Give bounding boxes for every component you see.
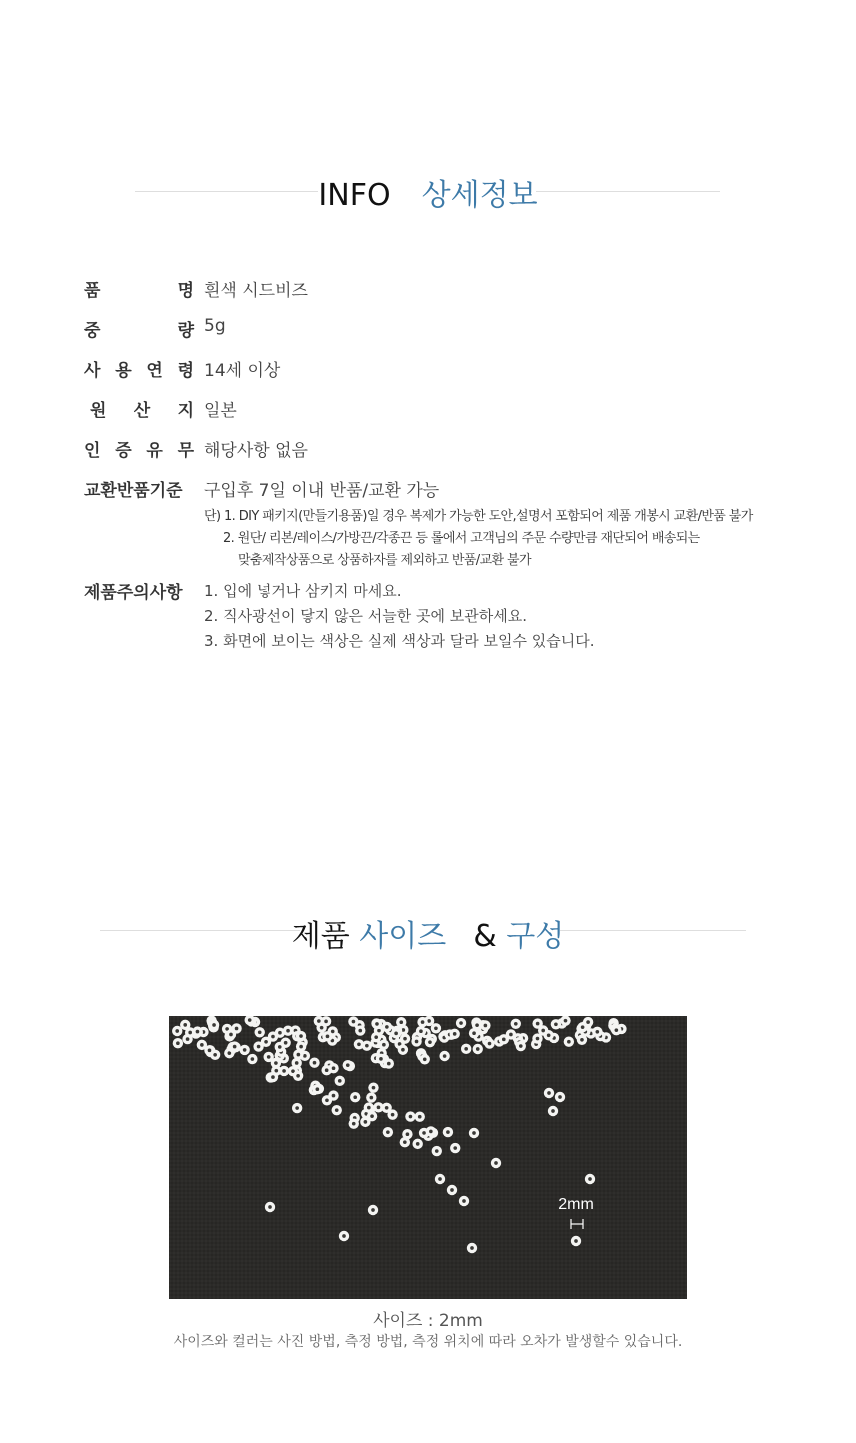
size-title-composition: 구성 xyxy=(506,919,565,954)
bead-hole xyxy=(558,1095,562,1099)
bead-hole xyxy=(374,1035,378,1039)
bead-hole xyxy=(586,1020,590,1024)
bead-hole xyxy=(488,1042,492,1046)
bead-hole xyxy=(386,1130,390,1134)
exchange-note-1: 단) 1. DIY 패키지(만들기용품)일 경우 복제가 가능한 도안,설명서 포함되어 제품 개봉시 교환/반품 불가 xyxy=(204,509,753,524)
bead-hole xyxy=(370,1114,374,1118)
bead-hole xyxy=(324,1020,328,1024)
bead-hole xyxy=(286,1029,290,1033)
bead-hole xyxy=(325,1098,329,1102)
bead-hole xyxy=(382,1043,386,1047)
bead-hole xyxy=(372,1086,376,1090)
bead-hole xyxy=(435,1149,439,1153)
bead-hole xyxy=(297,1053,301,1057)
bead-hole xyxy=(229,1033,233,1037)
bead-hole xyxy=(421,1020,425,1024)
exchange-note-3: 맞춤제작상품으로 상품하자를 제외하고 반품/교환 불가 xyxy=(238,553,531,568)
bead-hole xyxy=(443,1054,447,1058)
bead-hole xyxy=(472,1031,476,1035)
bead-hole xyxy=(213,1053,217,1057)
bead-hole xyxy=(299,1034,303,1038)
caution-item-1: 1. 입에 넣거나 삼키지 마세요. xyxy=(204,582,402,600)
bead-hole xyxy=(574,1239,578,1243)
size-section-title xyxy=(0,911,856,955)
bead-hole xyxy=(296,1074,300,1078)
bead-hole xyxy=(547,1091,551,1095)
bead-hole xyxy=(494,1161,498,1165)
bead-hole xyxy=(387,1062,391,1066)
bead-hole xyxy=(278,1045,282,1049)
bead-hole xyxy=(415,1040,419,1044)
bead-hole xyxy=(416,1142,420,1146)
label-caution: 제품주의사항 xyxy=(84,583,183,603)
bead-hole xyxy=(243,1048,247,1052)
bead-hole xyxy=(470,1246,474,1250)
label-exchange: 교환반품기준 xyxy=(84,481,183,501)
bead-hole xyxy=(284,1041,288,1045)
bead-hole xyxy=(316,1087,320,1091)
bead-hole xyxy=(331,1030,335,1034)
bead-hole xyxy=(551,1109,555,1113)
bead-hole xyxy=(567,1040,571,1044)
bead-hole xyxy=(581,1025,585,1029)
bead-hole xyxy=(409,1115,413,1119)
bead-hole xyxy=(271,1035,275,1039)
bead-hole xyxy=(536,1022,540,1026)
info-title-ko: 상세정보 xyxy=(421,178,538,213)
bead-hole xyxy=(235,1027,239,1031)
bead-hole xyxy=(588,1177,592,1181)
bead-hole xyxy=(462,1199,466,1203)
bead-hole xyxy=(422,1131,426,1135)
bead-hole xyxy=(377,1105,381,1109)
bead-hole xyxy=(419,1029,423,1033)
bead-hole xyxy=(434,1026,438,1030)
bead-hole xyxy=(385,1025,389,1029)
info-section-title xyxy=(0,170,856,214)
label-certification: 인 증 유 무 xyxy=(84,441,194,461)
bead-hole xyxy=(418,1115,422,1119)
label-product-name: 품 명 xyxy=(84,281,194,301)
bead-hole xyxy=(332,1094,336,1098)
bead-hole xyxy=(554,1022,558,1026)
bead-hole xyxy=(274,1061,278,1065)
bead-hole xyxy=(257,1045,261,1049)
caution-item-2: 2. 직사광선이 닿지 않은 서늘한 곳에 보관하세요. xyxy=(204,607,527,625)
bead-hole xyxy=(427,1019,431,1023)
bead-hole xyxy=(472,1131,476,1135)
bead-hole xyxy=(325,1068,329,1072)
value-exchange: 구입후 7일 이내 반품/교환 가능 xyxy=(204,481,440,501)
size-title-product: 제품 xyxy=(291,919,350,954)
bead-hole xyxy=(519,1044,523,1048)
bead-hole xyxy=(271,1075,275,1079)
bead-hole xyxy=(502,1037,506,1041)
bead-hole xyxy=(580,1038,584,1042)
bead-hole xyxy=(267,1055,271,1059)
bead-hole xyxy=(364,1120,368,1124)
bead-hole xyxy=(399,1020,403,1024)
bead-hole xyxy=(352,1020,356,1024)
bead-hole xyxy=(476,1047,480,1051)
bead-hole xyxy=(303,1054,307,1058)
bead-hole xyxy=(186,1037,190,1041)
bead-hole xyxy=(353,1095,357,1099)
bead-hole xyxy=(258,1030,262,1034)
exchange-note-2: 2. 원단/ 리본/레이스/가방끈/각종끈 등 롤에서 고객님의 주문 수량만큼 재단되어 배송되는 xyxy=(223,531,700,546)
label-origin: 원 산 지 xyxy=(90,401,194,421)
bead-hole xyxy=(453,1146,457,1150)
bead-hole xyxy=(547,1033,551,1037)
bead-hole xyxy=(403,1140,407,1144)
size-title-amp: & xyxy=(473,919,497,954)
bead-hole xyxy=(332,1066,336,1070)
bead-hole xyxy=(264,1040,268,1044)
bead-hole xyxy=(475,1023,479,1027)
bead-hole xyxy=(446,1130,450,1134)
bead-hole xyxy=(317,1019,321,1023)
bead-hole xyxy=(313,1061,317,1065)
value-product-name: 흰색 시드비즈 xyxy=(204,281,308,301)
bead-hole xyxy=(385,1106,389,1110)
bead-hole xyxy=(377,1029,381,1033)
bead-hole xyxy=(251,1057,255,1061)
bead-hole xyxy=(615,1028,619,1032)
bead-hole xyxy=(365,1044,369,1048)
bead-hole xyxy=(367,1106,371,1110)
bead-hole xyxy=(450,1188,454,1192)
bead-hole xyxy=(342,1234,346,1238)
bead-hole xyxy=(401,1048,405,1052)
value-age: 14세 이상 xyxy=(204,361,281,381)
caution-item-3: 3. 화면에 보이는 색상은 실제 색상과 달라 보일수 있습니다. xyxy=(204,632,595,650)
bead-hole xyxy=(596,1030,600,1034)
bead-hole xyxy=(352,1122,356,1126)
size-marker-label: 2mm xyxy=(558,1196,594,1213)
bead-hole xyxy=(423,1057,427,1061)
bead-hole xyxy=(176,1041,180,1045)
bead-hole xyxy=(484,1024,488,1028)
bead-hole xyxy=(371,1208,375,1212)
bead-hole xyxy=(370,1096,374,1100)
bead-hole xyxy=(509,1033,513,1037)
bead-hole xyxy=(278,1031,282,1035)
bead-hole xyxy=(248,1018,252,1022)
value-origin: 일본 xyxy=(204,401,237,421)
value-weight: 5g xyxy=(204,316,226,336)
bead-hole xyxy=(453,1032,457,1036)
product-photo xyxy=(169,1016,687,1299)
bead-hole xyxy=(212,1023,216,1027)
bead-hole xyxy=(320,1026,324,1030)
size-caption: 사이즈 : 2mm xyxy=(373,1311,483,1331)
bead-hole xyxy=(346,1063,350,1067)
label-weight: 중 량 xyxy=(84,321,194,341)
bead-hole xyxy=(338,1079,342,1083)
info-title-en: INFO xyxy=(318,178,391,213)
bead-hole xyxy=(299,1045,303,1049)
bead-hole xyxy=(183,1023,187,1027)
bead-hole xyxy=(428,1040,432,1044)
bead-hole xyxy=(282,1069,286,1073)
bead-hole xyxy=(268,1205,272,1209)
bead-hole xyxy=(208,1049,212,1053)
bead-hole xyxy=(175,1029,179,1033)
bead-hole xyxy=(459,1021,463,1025)
bead-hole xyxy=(429,1130,433,1134)
bead-hole xyxy=(379,1057,383,1061)
bead-hole xyxy=(357,1042,361,1046)
bead-hole xyxy=(196,1030,200,1034)
bead-hole xyxy=(406,1132,410,1136)
bead-hole xyxy=(375,1022,379,1026)
bead-hole xyxy=(358,1029,362,1033)
seed-beads-image xyxy=(169,1016,687,1299)
bead-hole xyxy=(536,1037,540,1041)
bead-hole xyxy=(295,1061,299,1065)
bead-hole xyxy=(514,1022,518,1026)
bead-hole xyxy=(335,1108,339,1112)
bead-hole xyxy=(464,1047,468,1051)
size-title-size: 사이즈 xyxy=(359,919,447,954)
bead-hole xyxy=(391,1113,395,1117)
bead-hole xyxy=(274,1069,278,1073)
bead-hole xyxy=(564,1019,568,1023)
bead-hole xyxy=(394,1032,398,1036)
bead-hole xyxy=(200,1043,204,1047)
bead-hole xyxy=(295,1106,299,1110)
bead-hole xyxy=(326,1034,330,1038)
bead-hole xyxy=(438,1177,442,1181)
bead-hole xyxy=(188,1031,192,1035)
bead-hole xyxy=(541,1029,545,1033)
bead-hole xyxy=(403,1037,407,1041)
value-certification: 해당사항 없음 xyxy=(204,441,308,461)
bead-hole xyxy=(233,1045,237,1049)
label-age: 사 용 연 령 xyxy=(84,361,194,381)
disclaimer-caption: 사이즈와 컬러는 사진 방법, 측정 방법, 측정 위치에 따라 오차가 발생할수 있습니다. xyxy=(173,1334,683,1350)
